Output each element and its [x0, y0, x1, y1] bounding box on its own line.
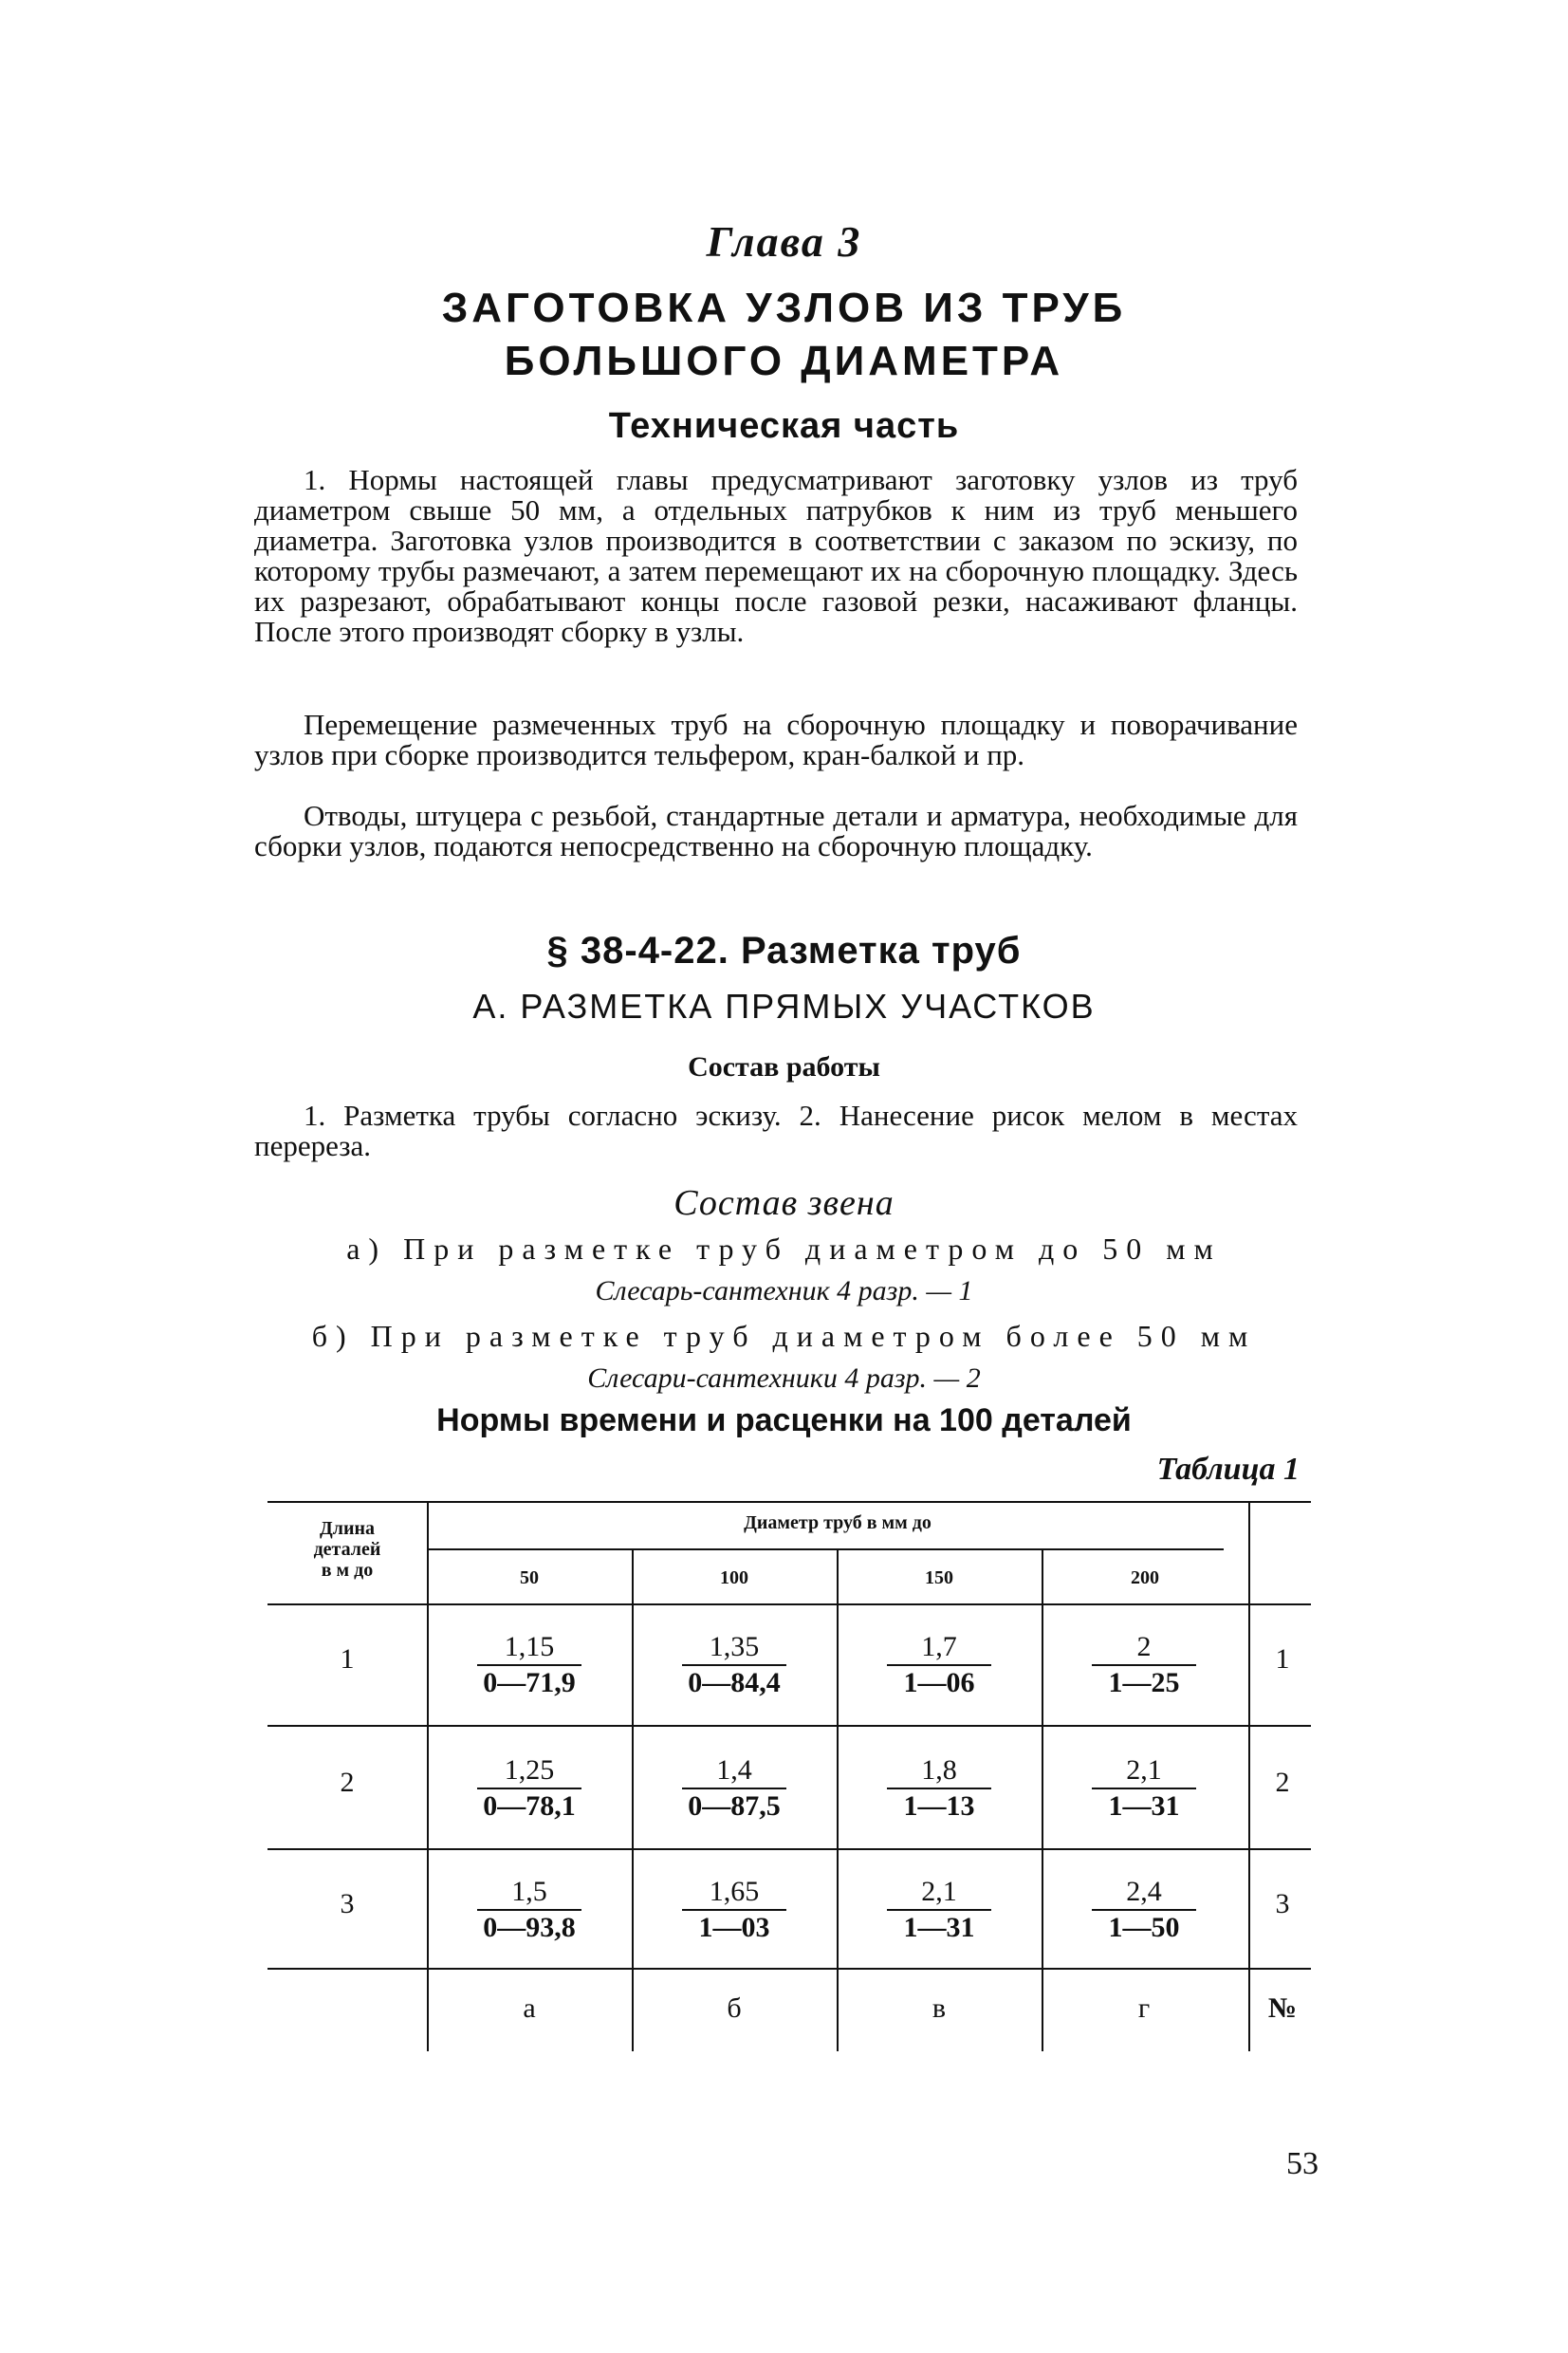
diameter-50: 50: [520, 1567, 539, 1588]
chapter-title-line-2: БОЛЬШОГО ДИАМЕТРА: [504, 338, 1064, 384]
cell-3c-time: 2,1: [921, 1876, 957, 1907]
subsection-heading: А. РАЗМЕТКА ПРЯМЫХ УЧАСТКОВ: [472, 987, 1096, 1026]
cell-1c-time: 1,7: [921, 1631, 957, 1662]
cell-2a-time: 1,25: [504, 1754, 555, 1786]
cell-3c: [873, 1875, 1005, 1945]
crew-case-a-workers: Слесарь-сантехник 4 разр. — 1: [595, 1275, 973, 1306]
cell-2b-price: 0—87,5: [688, 1790, 781, 1822]
row-2-rule: [267, 1848, 1311, 1850]
row-3-number: 3: [1275, 1888, 1290, 1919]
row-header-line-2: деталей: [313, 1539, 381, 1560]
cell-2a: [463, 1753, 596, 1824]
row-header: [267, 1518, 427, 1581]
row-2-length: 2: [340, 1767, 355, 1798]
paragraph-1-text: 1. Нормы настоящей главы предусматривают заготовку узлов из труб диаметром свыше 50 мм, а отдельных патрубков к ним из труб меньшего диаметра. Заготовка узлов производится в соответствии с заказом по эскизу, по которому трубы размечают, а затем перемещают их на сборочную площадку. Здесь их разрезают, обрабатывают концы после газовой резки, насаживают фланцы. После этого производят сборку в узлы.: [254, 463, 1298, 648]
cell-1c: [873, 1630, 1005, 1700]
cell-1b-price: 0—84,4: [688, 1667, 781, 1698]
col-divider-1: [632, 1550, 634, 2051]
cell-2c-time: 1,8: [921, 1754, 957, 1786]
crew-case-b-workers: Слесари-сантехники 4 разр. — 2: [587, 1362, 981, 1394]
cell-1a-price: 0—71,9: [483, 1667, 576, 1698]
norms-heading: Нормы времени и расценки на 100 деталей: [436, 1402, 1132, 1438]
cell-1c-price: 1—06: [903, 1667, 975, 1698]
col-divider-3: [1042, 1550, 1043, 2051]
cell-3d-time: 2,4: [1126, 1876, 1162, 1907]
cell-2a-price: 0—78,1: [483, 1790, 576, 1822]
diameter-150: 150: [925, 1567, 953, 1588]
diameter-header: Диаметр труб в мм до: [744, 1512, 932, 1533]
crew-case-b: б) При разметке труб диаметром более 50 мм: [311, 1319, 1257, 1353]
cell-2c-price: 1—13: [903, 1790, 975, 1822]
table-top-rule: [267, 1501, 1311, 1503]
cell-3b-price: 1—03: [698, 1912, 770, 1943]
diameter-200: 200: [1131, 1567, 1159, 1588]
cell-2d-price: 1—31: [1108, 1790, 1180, 1822]
cell-1d-price: 1—25: [1108, 1667, 1180, 1698]
work-composition: [254, 1101, 1298, 1161]
cell-3d-price: 1—50: [1108, 1912, 1180, 1943]
cell-3a-price: 0—93,8: [483, 1912, 576, 1943]
col-code-a: а: [523, 1992, 536, 2024]
cell-3c-price: 1—31: [903, 1912, 975, 1943]
chapter-title-line-1: ЗАГОТОВКА УЗЛОВ ИЗ ТРУБ: [441, 285, 1127, 331]
row-header-line-1: Длина: [319, 1518, 376, 1539]
col-code-c: в: [932, 1992, 947, 2024]
cell-2c: [873, 1753, 1005, 1824]
diameter-header-rule: [427, 1548, 1224, 1550]
norms-table: [267, 1501, 1311, 2051]
row-header-line-3: в м до: [321, 1560, 374, 1581]
table-label: Таблица 1: [1156, 1452, 1300, 1487]
col-divider-2: [837, 1550, 839, 2051]
cell-3d: [1078, 1875, 1210, 1945]
row-1-number: 1: [1275, 1643, 1290, 1675]
cell-2b: [668, 1753, 801, 1824]
row-1-length: 1: [340, 1643, 355, 1675]
cell-1d: [1078, 1630, 1210, 1700]
cell-2b-time: 1,4: [716, 1754, 752, 1786]
section-heading: § 38-4-22. Разметка труб: [546, 930, 1022, 972]
paragraph-3: [254, 801, 1298, 862]
technical-part-heading: Техническая часть: [608, 406, 960, 446]
paragraph-2: [254, 710, 1298, 770]
cell-1d-time: 2: [1136, 1631, 1152, 1662]
work-composition-text: 1. Разметка трубы согласно эскизу. 2. Нанесение рисок мелом в местах перереза.: [254, 1099, 1298, 1162]
cell-1b: [668, 1630, 801, 1700]
cell-3b: [668, 1875, 801, 1945]
cell-1a: [463, 1630, 596, 1700]
row-2-number: 2: [1275, 1767, 1290, 1798]
crew-case-a: а) При разметке труб диаметром до 50 мм: [346, 1232, 1222, 1266]
paragraph-3-text: Отводы, штуцера с резьбой, стандартные детали и арматура, необходимые для сборки узлов, подаются непосредственно на сборочную площадку.: [254, 799, 1298, 862]
col-code-d: г: [1137, 1992, 1151, 2024]
cell-3a-time: 1,5: [511, 1876, 547, 1907]
header-bottom-rule: [267, 1603, 1311, 1605]
page-number: 53: [1286, 2146, 1319, 2181]
number-column-label: №: [1267, 1992, 1298, 2024]
diameter-100: 100: [720, 1567, 748, 1588]
col-divider-4: [1248, 1501, 1250, 2051]
cell-2d: [1078, 1753, 1210, 1824]
row-3-length: 3: [340, 1888, 355, 1919]
paragraph-2-text: Перемещение размеченных труб на сборочную площадку и поворачивание узлов при сборке производится тельфером, кран-балкой и пр.: [254, 708, 1298, 771]
chapter-label: Глава 3: [706, 217, 862, 266]
paragraph-1: [254, 465, 1298, 647]
work-composition-heading: Состав работы: [688, 1051, 880, 1083]
cell-1a-time: 1,15: [504, 1631, 555, 1662]
cell-3b-time: 1,65: [709, 1876, 760, 1907]
row-3-rule: [267, 1968, 1311, 1970]
crew-heading: Состав звена: [673, 1183, 895, 1223]
cell-1b-time: 1,35: [709, 1631, 760, 1662]
row-1-rule: [267, 1725, 1311, 1727]
cell-3a: [463, 1875, 596, 1945]
cell-2d-time: 2,1: [1126, 1754, 1162, 1786]
col-code-b: б: [727, 1992, 742, 2024]
